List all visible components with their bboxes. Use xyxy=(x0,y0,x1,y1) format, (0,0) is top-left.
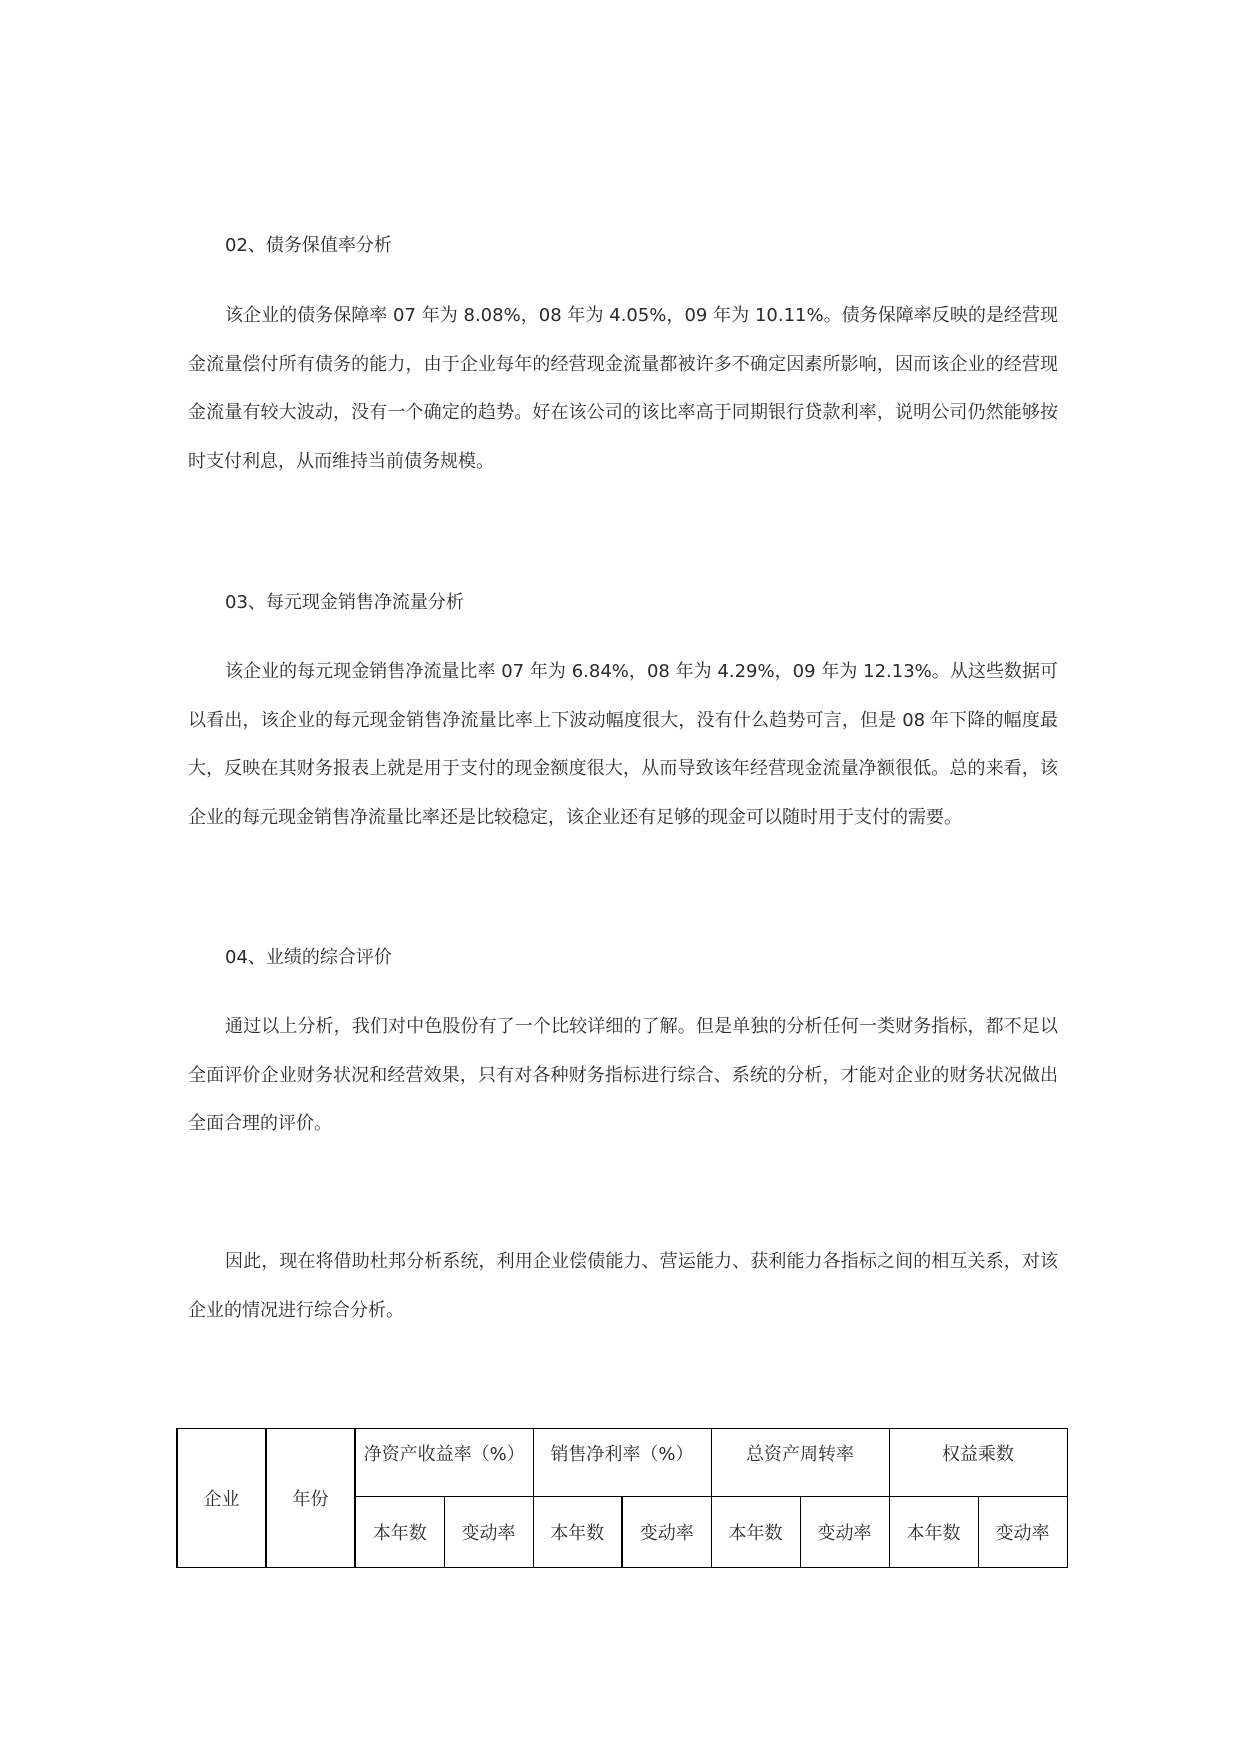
subheader-change: 变动率 xyxy=(622,1497,711,1568)
subheader-current: 本年数 xyxy=(711,1497,800,1568)
paragraph-dupont-intro: 因此，现在将借助杜邦分析系统，利用企业偿债能力、营运能力、获利能力各指标之间的相互关系，对该企业的情况进行综合分析。 xyxy=(188,1251,1058,1321)
section-heading-03: 03、每元现金销售净流量分析 xyxy=(225,592,464,613)
subheader-current: 本年数 xyxy=(533,1497,622,1568)
dupont-table xyxy=(176,1428,1068,1568)
paragraph-cash-sales-ratio: 该企业的每元现金销售净流量比率 07 年为 6.84%，08 年为 4.29%，09 年为 12.13%。从这些数据可以看出，该企业的每元现金销售净流量比率上下波动幅度很大，没有什么趋势可言，但是 08 年下降的幅度最大，反映在其财务报表上就是用于支付的现金额度很大，从而导致该年经营现金流量净额很低。总的来看，该企业的每元现金销售净流量比率还是比较稳定，该企业还有足够的现金可以随时用于支付的需要。 xyxy=(188,661,1058,828)
table-header-row xyxy=(177,1429,1067,1497)
header-company: 企业 xyxy=(177,1429,266,1568)
header-asset-turnover: 总资产周转率 xyxy=(711,1429,889,1497)
subheader-change: 变动率 xyxy=(444,1497,533,1568)
paragraph-debt-coverage: 该企业的债务保障率 07 年为 8.08%，08 年为 4.05%，09 年为 10.11%。债务保障率反映的是经营现金流量偿付所有债务的能力，由于企业每年的经营现金流量都被许多不确定因素所影响，因而该企业的经营现金流量有较大波动，没有一个确定的趋势。好在该公司的该比率高于同期银行贷款利率，说明公司仍然能够按时支付利息，从而维持当前债务规模。 xyxy=(188,305,1058,472)
header-net-profit-margin: 销售净利率（%） xyxy=(533,1429,711,1497)
header-year: 年份 xyxy=(266,1429,355,1568)
subheader-change: 变动率 xyxy=(978,1497,1067,1568)
subheader-current: 本年数 xyxy=(889,1497,978,1568)
section-heading-02: 02、债务保值率分析 xyxy=(225,235,392,256)
header-roe: 净资产收益率（%） xyxy=(355,1429,533,1497)
subheader-change: 变动率 xyxy=(800,1497,889,1568)
paragraph-overall-evaluation: 通过以上分析，我们对中色股份有了一个比较详细的了解。但是单独的分析任何一类财务指标，都不足以全面评价企业财务状况和经营效果，只有对各种财务指标进行综合、系统的分析，才能对企业的财务状况做出全面合理的评价。 xyxy=(188,1016,1058,1134)
header-equity-multiplier: 权益乘数 xyxy=(889,1429,1067,1497)
subheader-current: 本年数 xyxy=(355,1497,444,1568)
section-heading-04: 04、业绩的综合评价 xyxy=(225,947,392,968)
